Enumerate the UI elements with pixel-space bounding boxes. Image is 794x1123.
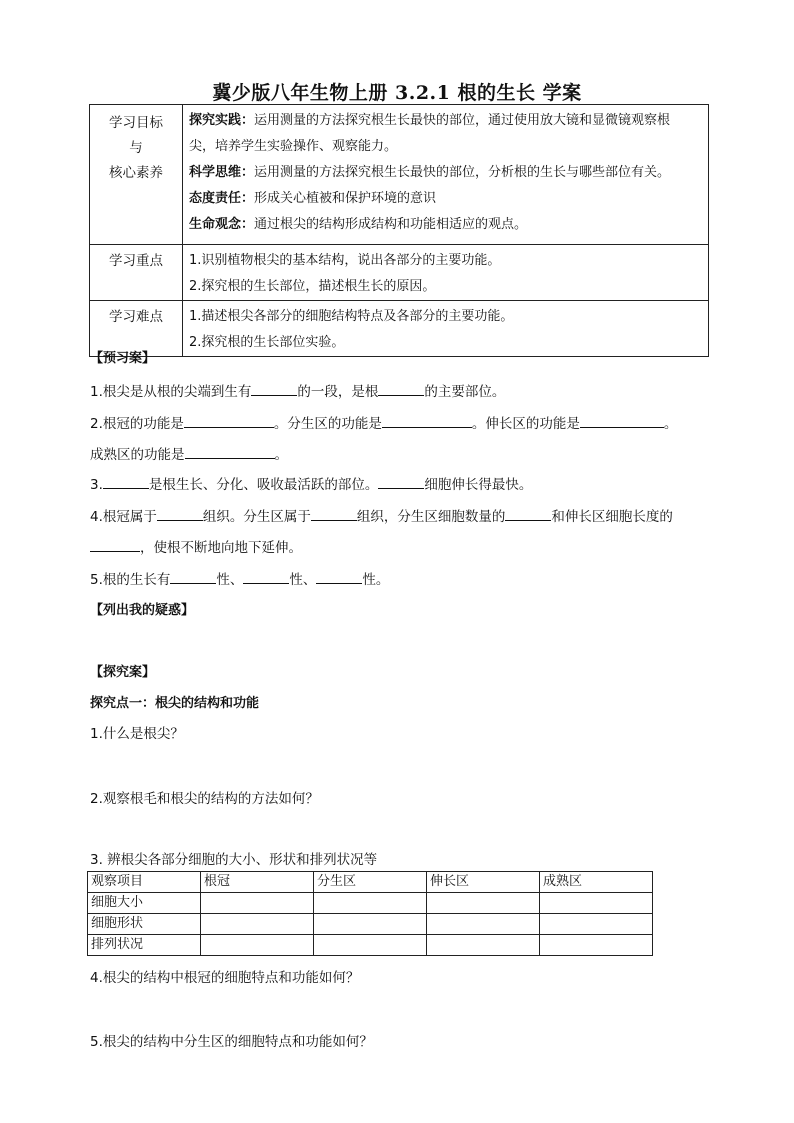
objective-text: 通过根尖的结构形成结构和功能相适应的观点。 [254,217,528,232]
answer-cell[interactable] [314,893,427,914]
question-text: 组织。分生区属于 [202,509,311,525]
key-points-row [90,245,709,301]
label-line: 学习目标 [109,115,163,131]
question-text: 1.根尖是从根的尖端到生有 [90,384,252,400]
table-header-cell: 成熟区 [540,872,653,893]
table-header-cell: 分生区 [314,872,427,893]
answer-cell[interactable] [201,935,314,956]
explore-question-5: 5.根尖的结构中分生区的细胞特点和功能如何？ [90,1034,373,1050]
answer-cell[interactable] [314,935,427,956]
preview-question-4b [90,536,302,556]
key-points-label [90,245,183,301]
key-points-content [183,245,709,301]
answer-blank[interactable] [251,383,297,396]
question-text: 性、 [216,572,244,588]
objective-item [189,160,708,186]
objectives-content [183,105,709,245]
answer-blank[interactable] [185,446,275,459]
question-text: 4.根冠属于 [90,509,157,525]
objective-head: 科学思维： [189,165,255,180]
row-label: 细胞大小 [88,893,201,914]
question-text: 。分生区的功能是 [273,416,382,432]
answer-cell[interactable] [314,914,427,935]
question-text: 成熟区的功能是 [90,447,185,463]
question-text: 的一段，是根 [297,384,379,400]
explore-question-3: 3. 辨根尖各部分细胞的大小、形状和排列状况等 [90,852,378,868]
table-row [88,893,653,914]
doubts-heading: 【列出我的疑惑】 [90,603,195,618]
question-text: 是根生长、分化、吸收最活跃的部位。 [148,477,379,493]
objective-item [189,134,708,160]
page-title: 冀少版八年生物上册 3.2.1 根的生长 学案 [212,82,582,104]
table-header-cell: 伸长区 [427,872,540,893]
answer-blank[interactable] [311,508,357,521]
question-text: 和伸长区细胞长度的 [551,509,673,525]
answer-cell[interactable] [427,893,540,914]
question-text: 3. [90,477,103,493]
key-point-item: 2.探究根的生长部位，描述根生长的原因。 [189,279,436,294]
objective-head: 态度责任： [189,191,255,206]
preview-heading: 【预习案】 [90,351,156,366]
objective-text: 运用测量的方法探究根生长最快的部位，通过使用放大镜和显微镜观察根 [254,113,671,128]
explore-question-4: 4.根尖的结构中根冠的细胞特点和功能如何？ [90,970,360,986]
question-text: 性。 [362,572,390,588]
preview-question-2 [90,412,677,432]
answer-blank[interactable] [378,383,424,396]
explore-point-1: 探究点一：根尖的结构和功能 [90,696,260,711]
label-line: 与 [129,140,143,156]
answer-blank[interactable] [184,415,274,428]
answer-cell[interactable] [201,914,314,935]
question-text: 5.根的生长有 [90,572,171,588]
explore-question-2: 2.观察根毛和根尖的结构的方法如何？ [90,791,319,807]
difficulty-item: 1.描述根尖各部分的细胞结构特点及各部分的主要功能。 [189,309,514,324]
answer-cell[interactable] [427,935,540,956]
objective-item [189,108,708,134]
answer-blank[interactable] [157,508,203,521]
explore-question-1: 1.什么是根尖？ [90,726,184,742]
question-text: ，使根不断地向地下延伸。 [140,540,302,556]
question-text: 。伸长区的功能是 [471,416,580,432]
table-header-cell: 观察项目 [88,872,201,893]
observation-header-row [88,872,653,893]
objective-text: 运用测量的方法探究根生长最快的部位，分析根的生长与哪些部位有关。 [254,165,671,180]
explore-heading: 【探究案】 [90,665,156,680]
question-text: 性、 [289,572,317,588]
table-header-cell: 根冠 [201,872,314,893]
objective-text: 形成关心植被和保护环境的意识 [254,191,437,206]
difficulty-item: 2.探究根的生长部位实验。 [189,335,345,350]
question-text: 。 [663,416,678,432]
answer-blank[interactable] [505,508,551,521]
answer-cell[interactable] [427,914,540,935]
answer-cell[interactable] [540,935,653,956]
answer-blank[interactable] [103,476,149,489]
question-text: 2.根冠的功能是 [90,416,184,432]
question-text: 。 [274,447,288,463]
preview-question-5 [90,568,389,588]
row-label: 细胞形状 [88,914,201,935]
objective-head: 生命观念： [189,217,255,232]
objective-text: 尖，培养学生实验操作、观察能力。 [189,139,398,154]
answer-blank[interactable] [243,571,289,584]
answer-cell[interactable] [201,893,314,914]
objectives-table [89,104,709,357]
preview-question-1 [90,380,505,400]
preview-question-4 [90,505,673,525]
answer-blank[interactable] [580,415,664,428]
row-label: 排列状况 [88,935,201,956]
table-row [88,935,653,956]
label-line: 学习重点 [109,253,163,269]
difficulties-row [90,301,709,357]
label-line: 核心素养 [109,165,163,181]
objective-item [189,186,708,212]
answer-blank[interactable] [378,476,424,489]
objectives-label [90,105,183,245]
objective-item [189,212,708,238]
question-text: 的主要部位。 [424,384,506,400]
answer-blank[interactable] [316,571,362,584]
objectives-row [90,105,709,245]
preview-question-3 [90,473,532,493]
preview-question-2b [90,443,288,463]
difficulties-content [183,301,709,357]
label-line: 学习难点 [109,309,163,325]
question-text: 组织，分生区细胞数量的 [356,509,506,525]
observation-table [87,871,653,956]
question-text: 细胞伸长得最快。 [424,477,533,493]
answer-cell[interactable] [540,893,653,914]
answer-blank[interactable] [90,539,140,552]
objective-head: 探究实践： [189,113,255,128]
table-row [88,914,653,935]
answer-cell[interactable] [540,914,653,935]
key-point-item: 1.识别植物根尖的基本结构，说出各部分的主要功能。 [189,253,501,268]
answer-blank[interactable] [170,571,216,584]
answer-blank[interactable] [382,415,472,428]
